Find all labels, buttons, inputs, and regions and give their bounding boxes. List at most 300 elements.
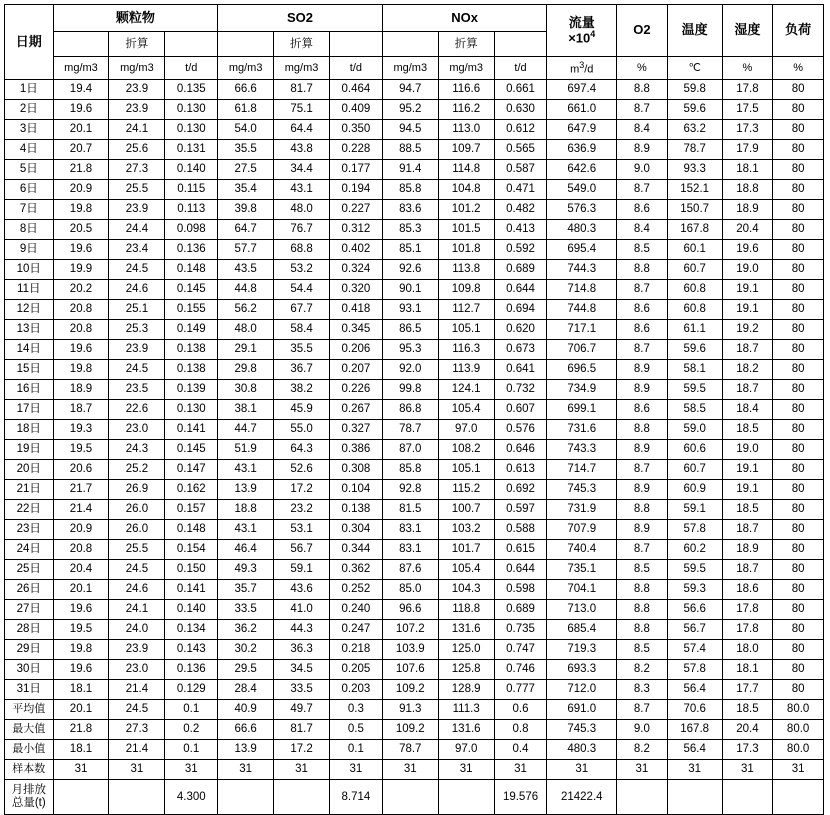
summary-row xyxy=(5,720,824,740)
header-o2: O2 xyxy=(617,5,668,57)
summary-cell-m3/d: 745.3 xyxy=(547,720,617,740)
cell-℃: 60.6 xyxy=(667,440,722,460)
cell-t/d: 0.138 xyxy=(165,340,218,360)
summary-cell-折算mg/m3: 111.3 xyxy=(438,700,494,720)
cell-mg/m3: 28.4 xyxy=(218,680,274,700)
cell-℃: 93.3 xyxy=(667,160,722,180)
cell-%: 18.5 xyxy=(722,420,773,440)
cell-mg/m3: 19.9 xyxy=(53,260,109,280)
header-unit-nox-raw: mg/m3 xyxy=(382,57,438,80)
cell-折算mg/m3: 23.9 xyxy=(109,80,165,100)
row-date-label: 4日 xyxy=(5,140,54,160)
cell-t/d: 0.747 xyxy=(494,640,547,660)
cell-mg/m3: 95.2 xyxy=(382,100,438,120)
header-nox-converted: 折算 xyxy=(438,32,494,57)
cell-折算mg/m3: 116.6 xyxy=(438,80,494,100)
cell-t/d: 0.644 xyxy=(494,560,547,580)
cell-℃: 60.7 xyxy=(667,460,722,480)
header-nox-raw-blank xyxy=(382,32,438,57)
header-unit-particulate-tpd: t/d xyxy=(165,57,218,80)
cell-mg/m3: 20.5 xyxy=(53,220,109,240)
cell-%: 8.6 xyxy=(617,400,668,420)
cell-折算mg/m3: 118.8 xyxy=(438,600,494,620)
cell-%: 80 xyxy=(773,580,824,600)
summary-cell-%: 18.5 xyxy=(722,700,773,720)
cell-折算mg/m3: 105.1 xyxy=(438,460,494,480)
cell-t/d: 0.312 xyxy=(330,220,383,240)
cell-℃: 58.5 xyxy=(667,400,722,420)
cell-m3/d: 693.3 xyxy=(547,660,617,680)
cell-t/d: 0.113 xyxy=(165,200,218,220)
cell-t/d: 0.240 xyxy=(330,600,383,620)
cell-折算mg/m3: 113.0 xyxy=(438,120,494,140)
cell-折算mg/m3: 58.4 xyxy=(274,320,330,340)
summary-cell-折算mg/m3: 27.3 xyxy=(109,720,165,740)
cell-℃: 59.3 xyxy=(667,580,722,600)
cell-mg/m3: 21.8 xyxy=(53,160,109,180)
cell-mg/m3: 19.3 xyxy=(53,420,109,440)
cell-折算mg/m3: 104.3 xyxy=(438,580,494,600)
cell-℃: 57.4 xyxy=(667,640,722,660)
cell-mg/m3: 43.1 xyxy=(218,460,274,480)
summary-cell-mg/m3: 13.9 xyxy=(218,740,274,760)
cell-%: 8.8 xyxy=(617,600,668,620)
monthly-emission-pm-raw xyxy=(53,780,109,815)
cell-t/d: 0.145 xyxy=(165,440,218,460)
cell-折算mg/m3: 43.8 xyxy=(274,140,330,160)
header-unit-so2-tpd: t/d xyxy=(330,57,383,80)
cell-%: 80 xyxy=(773,140,824,160)
cell-mg/m3: 19.5 xyxy=(53,440,109,460)
header-flow-exponent: 4 xyxy=(590,28,596,39)
cell-℃: 59.5 xyxy=(667,380,722,400)
summary-cell-mg/m3: 31 xyxy=(382,760,438,780)
cell-t/d: 0.145 xyxy=(165,280,218,300)
cell-t/d: 0.139 xyxy=(165,380,218,400)
cell-折算mg/m3: 54.4 xyxy=(274,280,330,300)
cell-mg/m3: 92.0 xyxy=(382,360,438,380)
cell-t/d: 0.140 xyxy=(165,600,218,620)
cell-mg/m3: 19.8 xyxy=(53,200,109,220)
cell-折算mg/m3: 26.0 xyxy=(109,520,165,540)
table-row xyxy=(5,100,824,120)
cell-%: 8.3 xyxy=(617,680,668,700)
header-unit-so2-converted: mg/m3 xyxy=(274,57,330,80)
cell-t/d: 0.135 xyxy=(165,80,218,100)
cell-折算mg/m3: 45.9 xyxy=(274,400,330,420)
cell-℃: 59.8 xyxy=(667,80,722,100)
cell-t/d: 0.620 xyxy=(494,320,547,340)
cell-℃: 60.2 xyxy=(667,540,722,560)
header-unit-so2-raw: mg/m3 xyxy=(218,57,274,80)
table-row xyxy=(5,420,824,440)
cell-t/d: 0.482 xyxy=(494,200,547,220)
cell-t/d: 0.136 xyxy=(165,240,218,260)
table-row xyxy=(5,140,824,160)
cell-mg/m3: 29.5 xyxy=(218,660,274,680)
cell-%: 8.8 xyxy=(617,500,668,520)
cell-折算mg/m3: 24.1 xyxy=(109,120,165,140)
cell-mg/m3: 20.8 xyxy=(53,320,109,340)
cell-%: 80 xyxy=(773,440,824,460)
header-unit-particulate-raw: mg/m3 xyxy=(53,57,109,80)
cell-mg/m3: 109.2 xyxy=(382,680,438,700)
cell-%: 19.0 xyxy=(722,440,773,460)
cell-折算mg/m3: 36.3 xyxy=(274,640,330,660)
cell-%: 80 xyxy=(773,360,824,380)
summary-cell-℃: 31 xyxy=(667,760,722,780)
cell-m3/d: 744.3 xyxy=(547,260,617,280)
cell-mg/m3: 61.8 xyxy=(218,100,274,120)
cell-折算mg/m3: 25.5 xyxy=(109,180,165,200)
cell-℃: 57.8 xyxy=(667,660,722,680)
cell-折算mg/m3: 105.4 xyxy=(438,560,494,580)
cell-%: 80 xyxy=(773,340,824,360)
cell-折算mg/m3: 124.1 xyxy=(438,380,494,400)
cell-%: 18.5 xyxy=(722,500,773,520)
monthly-emission-so2-conv xyxy=(274,780,330,815)
cell-t/d: 0.661 xyxy=(494,80,547,100)
cell-折算mg/m3: 56.7 xyxy=(274,540,330,560)
cell-%: 8.5 xyxy=(617,640,668,660)
cell-m3/d: 743.3 xyxy=(547,440,617,460)
monthly-emission-nox-conv xyxy=(438,780,494,815)
cell-折算mg/m3: 36.7 xyxy=(274,360,330,380)
header-unit-nox-tpd: t/d xyxy=(494,57,547,80)
cell-mg/m3: 56.2 xyxy=(218,300,274,320)
cell-mg/m3: 95.3 xyxy=(382,340,438,360)
cell-m3/d: 576.3 xyxy=(547,200,617,220)
monthly-emission-label: 月排放 总量(t) xyxy=(5,780,54,815)
cell-折算mg/m3: 67.7 xyxy=(274,300,330,320)
cell-%: 17.8 xyxy=(722,620,773,640)
cell-折算mg/m3: 113.8 xyxy=(438,260,494,280)
header-flow xyxy=(547,5,617,57)
cell-m3/d: 549.0 xyxy=(547,180,617,200)
cell-%: 8.9 xyxy=(617,440,668,460)
cell-%: 19.1 xyxy=(722,460,773,480)
cell-mg/m3: 18.8 xyxy=(218,500,274,520)
cell-t/d: 0.402 xyxy=(330,240,383,260)
summary-cell-t/d: 0.1 xyxy=(165,740,218,760)
cell-t/d: 0.598 xyxy=(494,580,547,600)
cell-mg/m3: 39.8 xyxy=(218,200,274,220)
cell-t/d: 0.267 xyxy=(330,400,383,420)
summary-cell-折算mg/m3: 49.7 xyxy=(274,700,330,720)
cell-t/d: 0.154 xyxy=(165,540,218,560)
cell-mg/m3: 54.0 xyxy=(218,120,274,140)
cell-%: 18.9 xyxy=(722,540,773,560)
header-so2: SO2 xyxy=(218,5,383,32)
cell-℃: 150.7 xyxy=(667,200,722,220)
cell-折算mg/m3: 113.9 xyxy=(438,360,494,380)
row-date-label: 27日 xyxy=(5,600,54,620)
summary-cell-t/d: 0.1 xyxy=(330,740,383,760)
table-row xyxy=(5,600,824,620)
cell-t/d: 0.304 xyxy=(330,520,383,540)
cell-折算mg/m3: 43.6 xyxy=(274,580,330,600)
cell-℃: 61.1 xyxy=(667,320,722,340)
cell-mg/m3: 87.6 xyxy=(382,560,438,580)
table-row xyxy=(5,540,824,560)
cell-mg/m3: 18.9 xyxy=(53,380,109,400)
row-date-label: 30日 xyxy=(5,660,54,680)
row-date-label: 28日 xyxy=(5,620,54,640)
cell-折算mg/m3: 24.5 xyxy=(109,260,165,280)
row-date-label: 24日 xyxy=(5,540,54,560)
summary-cell-折算mg/m3: 24.5 xyxy=(109,700,165,720)
cell-折算mg/m3: 97.0 xyxy=(438,420,494,440)
cell-mg/m3: 94.7 xyxy=(382,80,438,100)
table-row xyxy=(5,580,824,600)
row-date-label: 5日 xyxy=(5,160,54,180)
cell-mg/m3: 30.8 xyxy=(218,380,274,400)
summary-cell-t/d: 31 xyxy=(494,760,547,780)
cell-折算mg/m3: 103.2 xyxy=(438,520,494,540)
cell-%: 80 xyxy=(773,560,824,580)
cell-℃: 78.7 xyxy=(667,140,722,160)
cell-折算mg/m3: 48.0 xyxy=(274,200,330,220)
table-header xyxy=(5,5,824,80)
cell-m3/d: 714.7 xyxy=(547,460,617,480)
cell-t/d: 0.162 xyxy=(165,480,218,500)
cell-m3/d: 712.0 xyxy=(547,680,617,700)
cell-t/d: 0.150 xyxy=(165,560,218,580)
summary-cell-%: 8.7 xyxy=(617,700,668,720)
cell-mg/m3: 91.4 xyxy=(382,160,438,180)
summary-cell-t/d: 0.8 xyxy=(494,720,547,740)
cell-t/d: 0.565 xyxy=(494,140,547,160)
cell-折算mg/m3: 112.7 xyxy=(438,300,494,320)
emission-data-table xyxy=(4,4,824,815)
summary-cell-t/d: 0.5 xyxy=(330,720,383,740)
cell-折算mg/m3: 101.8 xyxy=(438,240,494,260)
cell-%: 80 xyxy=(773,520,824,540)
cell-mg/m3: 85.8 xyxy=(382,180,438,200)
table-row xyxy=(5,380,824,400)
cell-mg/m3: 66.6 xyxy=(218,80,274,100)
cell-mg/m3: 64.7 xyxy=(218,220,274,240)
summary-cell-%: 31 xyxy=(617,760,668,780)
summary-cell-%: 80.0 xyxy=(773,720,824,740)
table-row xyxy=(5,520,824,540)
cell-折算mg/m3: 114.8 xyxy=(438,160,494,180)
cell-t/d: 0.205 xyxy=(330,660,383,680)
cell-%: 17.9 xyxy=(722,140,773,160)
table-body xyxy=(5,80,824,815)
cell-折算mg/m3: 25.3 xyxy=(109,320,165,340)
table-row xyxy=(5,440,824,460)
cell-%: 80 xyxy=(773,300,824,320)
cell-t/d: 0.207 xyxy=(330,360,383,380)
row-date-label: 10日 xyxy=(5,260,54,280)
monthly-emission-so2-total: 8.714 xyxy=(330,780,383,815)
table-row xyxy=(5,360,824,380)
cell-t/d: 0.777 xyxy=(494,680,547,700)
table-row xyxy=(5,120,824,140)
header-unit-flow-per-day: /d xyxy=(584,63,594,76)
cell-%: 18.2 xyxy=(722,360,773,380)
cell-折算mg/m3: 35.5 xyxy=(274,340,330,360)
cell-%: 80 xyxy=(773,620,824,640)
cell-折算mg/m3: 24.1 xyxy=(109,600,165,620)
cell-t/d: 0.413 xyxy=(494,220,547,240)
cell-t/d: 0.641 xyxy=(494,360,547,380)
cell-℃: 60.9 xyxy=(667,480,722,500)
cell-折算mg/m3: 64.4 xyxy=(274,120,330,140)
cell-%: 8.7 xyxy=(617,280,668,300)
cell-℃: 56.6 xyxy=(667,600,722,620)
cell-mg/m3: 21.7 xyxy=(53,480,109,500)
cell-折算mg/m3: 55.0 xyxy=(274,420,330,440)
summary-cell-℃: 70.6 xyxy=(667,700,722,720)
summary-row xyxy=(5,700,824,720)
cell-t/d: 0.149 xyxy=(165,320,218,340)
cell-t/d: 0.228 xyxy=(330,140,383,160)
cell-%: 80 xyxy=(773,420,824,440)
cell-%: 8.9 xyxy=(617,480,668,500)
cell-折算mg/m3: 105.1 xyxy=(438,320,494,340)
cell-mg/m3: 57.7 xyxy=(218,240,274,260)
cell-%: 19.6 xyxy=(722,240,773,260)
cell-t/d: 0.409 xyxy=(330,100,383,120)
table-row xyxy=(5,640,824,660)
cell-m3/d: 480.3 xyxy=(547,220,617,240)
cell-mg/m3: 20.1 xyxy=(53,580,109,600)
cell-t/d: 0.644 xyxy=(494,280,547,300)
cell-mg/m3: 107.2 xyxy=(382,620,438,640)
cell-折算mg/m3: 125.0 xyxy=(438,640,494,660)
cell-折算mg/m3: 100.7 xyxy=(438,500,494,520)
cell-m3/d: 647.9 xyxy=(547,120,617,140)
header-unit-load: % xyxy=(773,57,824,80)
cell-t/d: 0.386 xyxy=(330,440,383,460)
cell-%: 8.7 xyxy=(617,540,668,560)
cell-折算mg/m3: 26.0 xyxy=(109,500,165,520)
row-date-label: 8日 xyxy=(5,220,54,240)
row-date-label: 2日 xyxy=(5,100,54,120)
cell-t/d: 0.689 xyxy=(494,260,547,280)
cell-t/d: 0.115 xyxy=(165,180,218,200)
cell-℃: 60.8 xyxy=(667,280,722,300)
row-date-label: 29日 xyxy=(5,640,54,660)
cell-mg/m3: 83.6 xyxy=(382,200,438,220)
cell-t/d: 0.308 xyxy=(330,460,383,480)
cell-mg/m3: 19.6 xyxy=(53,100,109,120)
cell-℃: 58.1 xyxy=(667,360,722,380)
cell-t/d: 0.226 xyxy=(330,380,383,400)
monthly-emission-load xyxy=(773,780,824,815)
cell-折算mg/m3: 33.5 xyxy=(274,680,330,700)
cell-mg/m3: 86.5 xyxy=(382,320,438,340)
cell-%: 9.0 xyxy=(617,160,668,180)
cell-折算mg/m3: 81.7 xyxy=(274,80,330,100)
cell-折算mg/m3: 23.9 xyxy=(109,100,165,120)
cell-%: 8.8 xyxy=(617,580,668,600)
cell-%: 80 xyxy=(773,320,824,340)
cell-%: 17.5 xyxy=(722,100,773,120)
cell-℃: 59.6 xyxy=(667,100,722,120)
cell-%: 18.0 xyxy=(722,640,773,660)
cell-mg/m3: 93.1 xyxy=(382,300,438,320)
cell-mg/m3: 30.2 xyxy=(218,640,274,660)
cell-%: 18.7 xyxy=(722,380,773,400)
cell-t/d: 0.129 xyxy=(165,680,218,700)
cell-mg/m3: 20.4 xyxy=(53,560,109,580)
cell-折算mg/m3: 26.9 xyxy=(109,480,165,500)
table-row xyxy=(5,680,824,700)
table-row xyxy=(5,400,824,420)
summary-cell-t/d: 31 xyxy=(330,760,383,780)
cell-mg/m3: 19.6 xyxy=(53,240,109,260)
cell-%: 80 xyxy=(773,540,824,560)
table-row xyxy=(5,660,824,680)
cell-mg/m3: 29.8 xyxy=(218,360,274,380)
cell-t/d: 0.692 xyxy=(494,480,547,500)
cell-mg/m3: 13.9 xyxy=(218,480,274,500)
summary-cell-%: 17.3 xyxy=(722,740,773,760)
cell-mg/m3: 43.5 xyxy=(218,260,274,280)
cell-折算mg/m3: 17.2 xyxy=(274,480,330,500)
cell-t/d: 0.597 xyxy=(494,500,547,520)
cell-%: 80 xyxy=(773,280,824,300)
summary-cell-mg/m3: 20.1 xyxy=(53,700,109,720)
cell-%: 8.7 xyxy=(617,180,668,200)
cell-%: 18.7 xyxy=(722,520,773,540)
cell-t/d: 0.746 xyxy=(494,660,547,680)
header-flow-scale: ×10 xyxy=(568,30,591,46)
cell-t/d: 0.155 xyxy=(165,300,218,320)
cell-%: 18.9 xyxy=(722,200,773,220)
cell-%: 80 xyxy=(773,460,824,480)
cell-折算mg/m3: 101.5 xyxy=(438,220,494,240)
cell-%: 17.3 xyxy=(722,120,773,140)
table-row xyxy=(5,340,824,360)
cell-t/d: 0.324 xyxy=(330,260,383,280)
cell-折算mg/m3: 25.1 xyxy=(109,300,165,320)
cell-%: 19.1 xyxy=(722,280,773,300)
cell-%: 80 xyxy=(773,100,824,120)
cell-折算mg/m3: 24.5 xyxy=(109,560,165,580)
cell-t/d: 0.689 xyxy=(494,600,547,620)
cell-%: 18.6 xyxy=(722,580,773,600)
table-row xyxy=(5,560,824,580)
cell-℃: 63.2 xyxy=(667,120,722,140)
cell-m3/d: 744.8 xyxy=(547,300,617,320)
cell-mg/m3: 92.6 xyxy=(382,260,438,280)
cell-%: 8.2 xyxy=(617,660,668,680)
cell-m3/d: 734.9 xyxy=(547,380,617,400)
cell-折算mg/m3: 27.3 xyxy=(109,160,165,180)
cell-%: 20.4 xyxy=(722,220,773,240)
cell-%: 80 xyxy=(773,640,824,660)
cell-%: 80 xyxy=(773,200,824,220)
cell-折算mg/m3: 75.1 xyxy=(274,100,330,120)
monthly-emission-pm-conv xyxy=(109,780,165,815)
header-so2-tpd-blank xyxy=(330,32,383,57)
row-date-label: 9日 xyxy=(5,240,54,260)
cell-t/d: 0.141 xyxy=(165,420,218,440)
cell-mg/m3: 20.2 xyxy=(53,280,109,300)
cell-mg/m3: 85.0 xyxy=(382,580,438,600)
cell-℃: 57.8 xyxy=(667,520,722,540)
cell-m3/d: 704.1 xyxy=(547,580,617,600)
cell-%: 17.8 xyxy=(722,80,773,100)
cell-℃: 60.7 xyxy=(667,260,722,280)
summary-cell-t/d: 0.3 xyxy=(330,700,383,720)
cell-折算mg/m3: 24.3 xyxy=(109,440,165,460)
cell-t/d: 0.464 xyxy=(330,80,383,100)
